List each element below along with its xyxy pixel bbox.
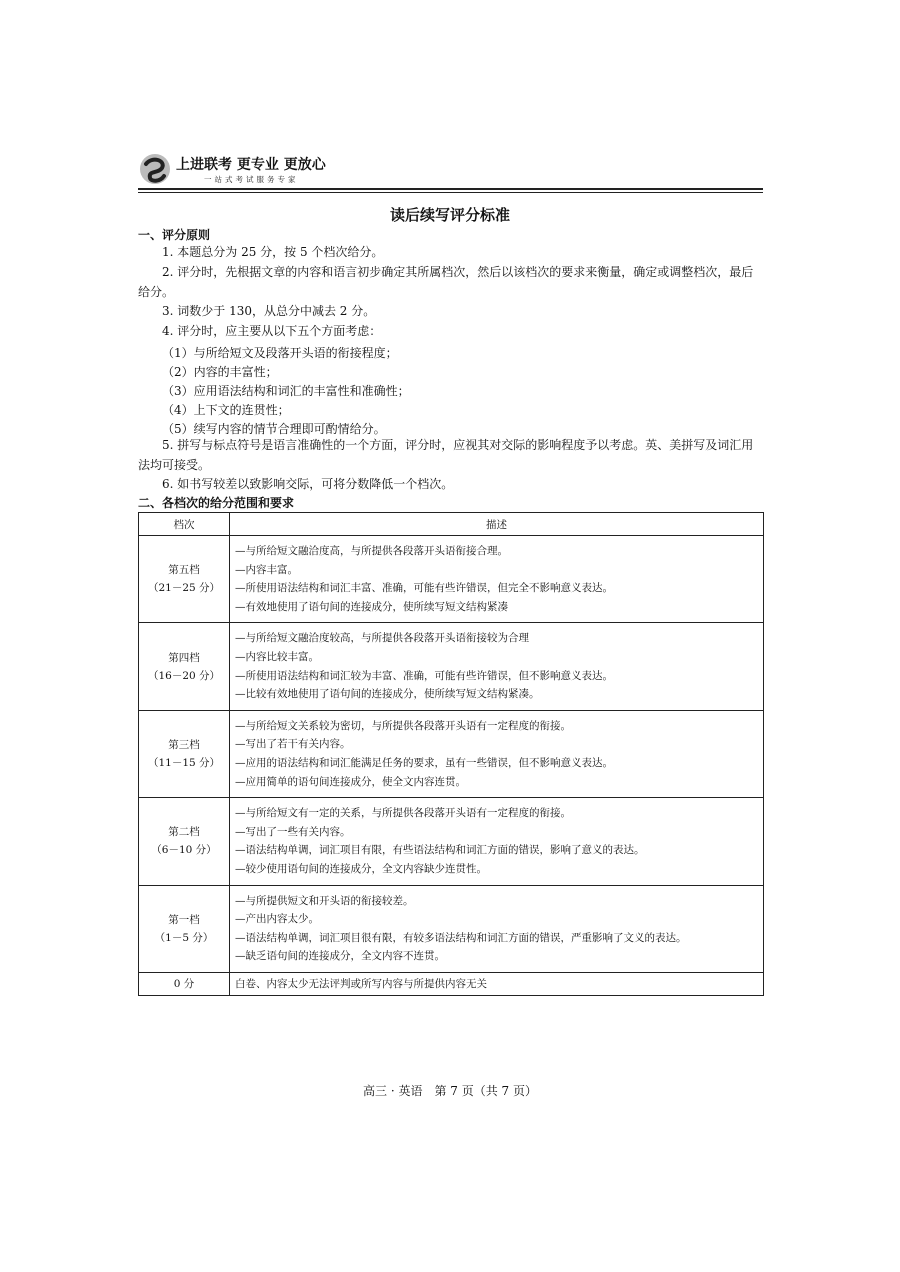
description-line: —写出了若干有关内容。 [235,738,351,751]
page-footer: 高三 · 英语 第 7 页（共 7 页） [363,1084,537,1098]
description-line: —较少使用语句间的连接成分，全文内容缺少连贯性。 [235,862,487,875]
header-rule-thin [138,192,763,193]
description-line: —与所给短文有一定的关系，与所提供各段落开头语有一定程度的衔接。 [235,807,571,820]
description-line: —与所给短文融洽度较高，与所提供各段落开头语衔接较为合理 [235,632,529,645]
band-range: （6－10 分） [151,844,217,857]
principle-1: 1. 本题总分为 25 分，按 5 个档次给分。 [162,245,384,259]
page-title: 读后续写评分标准 [389,206,510,224]
criterion-item: （2）内容的丰富性； [162,365,278,379]
principle-6: 6. 如书写较差以致影响交际，可将分数降低一个档次。 [162,477,454,491]
description-line: —内容丰富。 [235,563,298,576]
description-line: —与所提供短文和开头语的衔接较差。 [235,894,414,907]
band-description [230,798,764,885]
band-range: （1－5 分） [154,931,214,944]
band-description [230,885,764,972]
column-header-level: 档次 [139,513,230,536]
band-name: 第五档 [168,564,200,577]
band-description [230,710,764,797]
description-line: —应用简单的语句间连接成分，使全文内容连贯。 [235,775,466,788]
band-range: （21－25 分） [147,582,221,595]
principle-3: 3. 词数少于 130，从总分中减去 2 分。 [162,304,376,318]
band-level [139,798,230,885]
band-name: 第二档 [168,826,200,839]
band-name: 第一档 [168,913,200,926]
principle-2: 2. 评分时，先根据文章的内容和语言初步确定其所属档次，然后以该档次的要求来衡量，确定或调整档次，最后给分。 [138,265,754,299]
table-header-row [139,513,764,536]
band-range: （16－20 分） [147,669,221,682]
band-name: 第四档 [168,651,200,664]
description-line: —所使用语法结构和词汇丰富、准确，可能有些许错误，但完全不影响意义表达。 [235,582,613,595]
band-description: 白卷、内容太少无法评判或所写内容与所提供内容无关 [230,972,764,995]
description-line: —产出内容太少。 [235,913,319,926]
criterion-item: （5）续写内容的情节合理即可酌情给分。 [162,422,386,436]
page-header [138,150,763,192]
principle-5: 5. 拼写与标点符号是语言准确性的一个方面，评分时，应视其对交际的影响程度予以考虑。英、美拼写及词汇用法均可接受。 [138,438,754,472]
description-line: —比较有效地使用了语句间的连接成分，使所续写短文结构紧凑。 [235,688,540,701]
description-line: —与所给短文关系较为密切，与所提供各段落开头语有一定程度的衔接。 [235,719,571,732]
criterion-item: （3）应用语法结构和词汇的丰富性和准确性； [162,384,410,398]
description-line: —缺乏语句间的连接成分，全文内容不连贯。 [235,950,445,963]
band-description [230,536,764,623]
table-row [139,798,764,885]
band-level [139,623,230,710]
band-description [230,623,764,710]
scoring-table [138,512,764,996]
criterion-item: （4）上下文的连贯性； [162,403,290,417]
table-row [139,536,764,623]
band-name: 第三档 [168,738,200,751]
brand-slogan: 上进联考 更专业 更放心 [176,157,326,173]
header-rule [138,188,763,190]
description-line: —应用的语法结构和词汇能满足任务的要求，虽有一些错误，但不影响意义表达。 [235,756,613,769]
table-row [139,710,764,797]
table-row [139,623,764,710]
description-line: —内容比较丰富。 [235,650,319,663]
description-line: —语法结构单调，词汇项目很有限，有较多语法结构和词汇方面的错误，严重影响了文义的表达。 [235,931,687,944]
band-level [139,710,230,797]
table-row-zero [139,972,764,995]
description-line: —有效地使用了语句间的连接成分，使所续写短文结构紧凑 [235,600,508,613]
criterion-item: （1）与所给短文及段落开头语的衔接程度； [162,346,398,360]
swirl-logo-icon [138,152,172,186]
description-line: —所使用语法结构和词汇较为丰富、准确，可能有些许错误，但不影响意义表达。 [235,669,613,682]
band-name: 0 分 [139,972,230,995]
column-header-description: 描述 [230,513,764,536]
description-line: —写出了一些有关内容。 [235,825,351,838]
section-heading-bands: 二、各档次的给分范围和要求 [138,496,295,510]
description-line: —与所给短文融洽度高，与所提供各段落开头语衔接合理。 [235,545,508,557]
band-range: （11－15 分） [147,756,221,769]
band-level [139,885,230,972]
principle-4: 4. 评分时，应主要从以下五个方面考虑： [162,324,382,338]
band-level [139,536,230,623]
section-heading-principles: 一、评分原则 [138,228,211,242]
description-line: —语法结构单调，词汇项目有限，有些语法结构和词汇方面的错误，影响了意义的表达。 [235,844,645,857]
table-row [139,885,764,972]
brand-tagline: 一站式考试服务专家 [204,175,299,184]
